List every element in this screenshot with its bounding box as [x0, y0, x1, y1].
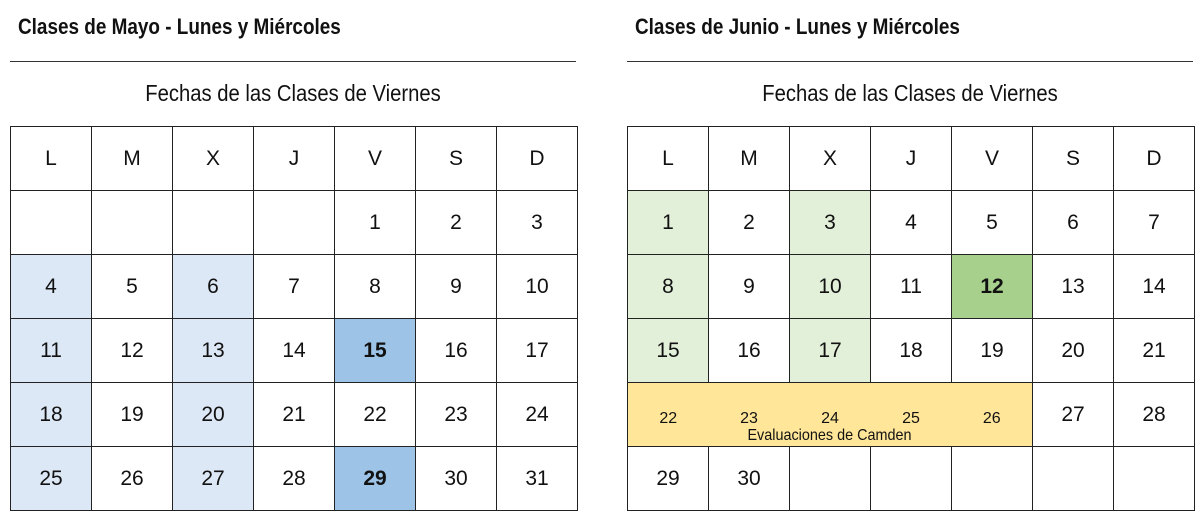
- weekday-header: L: [628, 127, 709, 191]
- june-title: Clases de Junio - Lunes y Miércoles: [635, 14, 960, 39]
- day-cell: 14: [1114, 255, 1195, 319]
- weekday-header: X: [173, 127, 254, 191]
- friday-class-cell: 12: [952, 255, 1033, 319]
- week-row: [628, 447, 1195, 511]
- day-cell-empty: [871, 447, 952, 511]
- evaluation-period-label: Evaluaciones de Camden: [747, 427, 912, 444]
- weekday-header: S: [1033, 127, 1114, 191]
- week-row: [11, 191, 578, 255]
- class-day-cell: 11: [11, 319, 92, 383]
- friday-class-cell: 15: [335, 319, 416, 383]
- week-row: [628, 191, 1195, 255]
- class-day-cell: 4: [11, 255, 92, 319]
- weekday-header: S: [416, 127, 497, 191]
- evaluation-day-number: 24: [821, 409, 839, 427]
- class-day-cell: 17: [790, 319, 871, 383]
- day-cell: 16: [416, 319, 497, 383]
- weekday-header: X: [790, 127, 871, 191]
- day-cell: 5: [92, 255, 173, 319]
- day-cell: 21: [254, 383, 335, 447]
- weekday-header: J: [871, 127, 952, 191]
- day-cell: 6: [1033, 191, 1114, 255]
- class-day-cell: 8: [628, 255, 709, 319]
- weekday-header: V: [335, 127, 416, 191]
- weekday-header: J: [254, 127, 335, 191]
- weekday-header: M: [709, 127, 790, 191]
- day-cell: 20: [1033, 319, 1114, 383]
- day-cell: 2: [416, 191, 497, 255]
- day-cell: 26: [92, 447, 173, 511]
- week-row: [11, 447, 578, 511]
- may-subtitle: Fechas de las Clases de Viernes: [145, 80, 441, 106]
- class-day-cell: 27: [173, 447, 254, 511]
- week-row: [11, 255, 578, 319]
- evaluation-day-number: 23: [740, 409, 758, 427]
- may-title: Clases de Mayo - Lunes y Miércoles: [18, 14, 341, 39]
- day-cell: 9: [416, 255, 497, 319]
- day-cell-empty: [1114, 447, 1195, 511]
- class-day-cell: 18: [11, 383, 92, 447]
- day-cell: 7: [254, 255, 335, 319]
- weekday-header: D: [1114, 127, 1195, 191]
- class-day-cell: 15: [628, 319, 709, 383]
- day-cell-empty: [952, 447, 1033, 511]
- evaluation-day-cell: [790, 383, 871, 447]
- day-cell: 14: [254, 319, 335, 383]
- day-cell-empty: [173, 191, 254, 255]
- day-cell-empty: [1033, 447, 1114, 511]
- day-cell: 31: [497, 447, 578, 511]
- day-cell: 7: [1114, 191, 1195, 255]
- day-cell: 3: [497, 191, 578, 255]
- day-cell: 30: [709, 447, 790, 511]
- day-cell: 17: [497, 319, 578, 383]
- weekday-header: L: [11, 127, 92, 191]
- june-title-divider: [627, 61, 1193, 62]
- day-cell: 30: [416, 447, 497, 511]
- day-cell: 5: [952, 191, 1033, 255]
- weekday-header: M: [92, 127, 173, 191]
- day-cell: 8: [335, 255, 416, 319]
- week-row: [628, 319, 1195, 383]
- evaluation-day-cell: [871, 383, 952, 447]
- evaluation-day-number: 26: [982, 409, 1001, 427]
- june-subtitle: Fechas de las Clases de Viernes: [762, 80, 1058, 106]
- day-cell: 28: [1114, 383, 1195, 447]
- day-cell: 21: [1114, 319, 1195, 383]
- day-cell: 2: [709, 191, 790, 255]
- day-cell: 1: [335, 191, 416, 255]
- week-row: [628, 383, 1195, 447]
- day-cell: 23: [416, 383, 497, 447]
- week-row: [11, 319, 578, 383]
- class-day-cell: 13: [173, 319, 254, 383]
- day-cell: 16: [709, 319, 790, 383]
- evaluation-day-cell: [952, 383, 1033, 447]
- weekday-header-row: [628, 127, 1195, 191]
- evaluation-day-number: 22: [659, 409, 678, 427]
- weekday-header: V: [952, 127, 1033, 191]
- day-cell: 19: [92, 383, 173, 447]
- evaluation-day-number: 25: [902, 409, 920, 427]
- day-cell: 12: [92, 319, 173, 383]
- day-cell-empty: [254, 191, 335, 255]
- class-day-cell: 25: [11, 447, 92, 511]
- day-cell-empty: [92, 191, 173, 255]
- may-title-divider: [10, 61, 576, 62]
- day-cell: 27: [1033, 383, 1114, 447]
- june-calendar-grid: [627, 126, 1195, 511]
- day-cell: 10: [497, 255, 578, 319]
- day-cell: 9: [709, 255, 790, 319]
- class-day-cell: 20: [173, 383, 254, 447]
- day-cell: 18: [871, 319, 952, 383]
- class-day-cell: 1: [628, 191, 709, 255]
- week-row: [11, 383, 578, 447]
- day-cell: 22: [335, 383, 416, 447]
- day-cell: 19: [952, 319, 1033, 383]
- day-cell-empty: [11, 191, 92, 255]
- week-row: [628, 255, 1195, 319]
- day-cell: 24: [497, 383, 578, 447]
- day-cell: 4: [871, 191, 952, 255]
- weekday-header-row: [11, 127, 578, 191]
- friday-class-cell: 29: [335, 447, 416, 511]
- weekday-header: D: [497, 127, 578, 191]
- class-day-cell: 6: [173, 255, 254, 319]
- day-cell: 11: [871, 255, 952, 319]
- day-cell: 28: [254, 447, 335, 511]
- evaluation-day-cell: [709, 383, 790, 447]
- day-cell-empty: [790, 447, 871, 511]
- day-cell: 29: [628, 447, 709, 511]
- evaluation-day-cell: [628, 383, 709, 447]
- may-calendar-grid: [10, 126, 578, 511]
- class-day-cell: 3: [790, 191, 871, 255]
- class-day-cell: 10: [790, 255, 871, 319]
- day-cell: 13: [1033, 255, 1114, 319]
